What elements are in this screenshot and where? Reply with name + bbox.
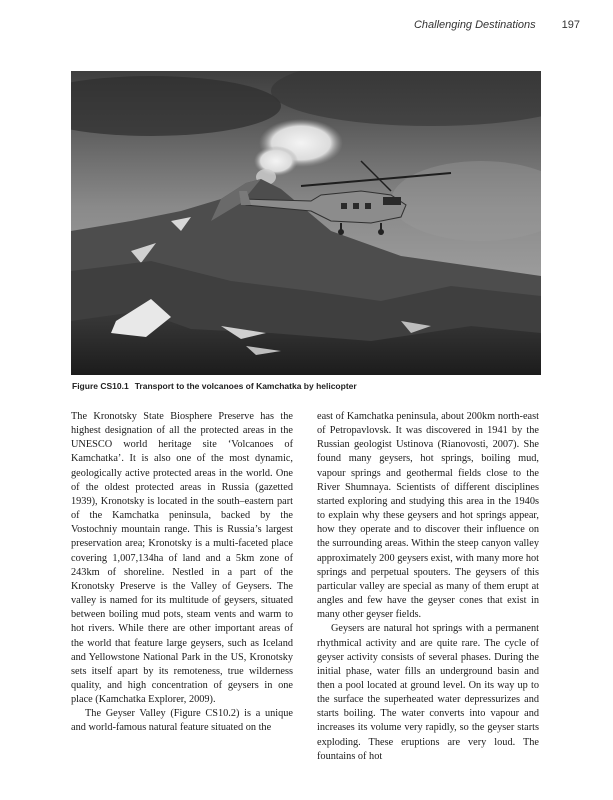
- paragraph: The Geyser Valley (Figure CS10.2) is a unique and world-famous natural feature situated on the: [71, 708, 293, 734]
- left-column: [71, 410, 293, 736]
- figure-caption: [72, 381, 542, 391]
- wheel: [378, 229, 384, 235]
- paragraph: The Kronotsky State Biosphere Preserve has the highest designation of all the protected areas in the UNESCO world heritage site ‘Volcanoes of Kamchatka’. It is also one of the most dynamic, geologically active protected areas in the world. One of the oldest protected areas in Russia (gazetted 1939), Kronotsky is located in the south–eastern part of the Kamchatka peninsula, backed by the Vostochniy mountain range. This is Russia’s largest preservation area; Kronotsky is a multi-faceted place covering 1,007,134ha of land and a 5km zone of 243km of shoreline. Nestled in a part of the Kronotsky Preserve is the Valley of Geysers. The valley is named for its multitude of geysers, situated between boiling mud pots, steam vents and warm to hot rivers. While there are other important areas of the world that feature large geysers, such as Iceland and Yellowstone National Park in the US, Kronotsky sets itself apart by its remoteness, true wilderness quality, and high concentration of geysers in one place (Kamchatka Explorer, 2009).: [71, 411, 293, 706]
- running-head: [414, 19, 580, 31]
- right-column: [317, 410, 539, 764]
- page-number: 197: [561, 19, 580, 31]
- paragraph: east of Kamchatka peninsula, about 200km north-east of Petropavlovsk. It was discovered in 1941 by the Russian geologist Ustinova (Rianovosti, 2007). She found many geysers, hot springs, boiling mud, vapour springs and geothermal fields close to the River Shumnaya. Scientists of different disciplines started exploring and studying this area in the 1940s to explain why these geysers and hot springs appear, how they operate and to discover their influence on the surrounding areas. Within the steep canyon valley approximately 200 geysers exist, with many more hot springs and perpetual spouters. The geysers of this particular valley are special as many of them erupt at angles and few have the geyser cones that exist in many other geyser fields.: [317, 411, 539, 621]
- section-title: Challenging Destinations: [413, 19, 536, 31]
- window: [353, 203, 359, 209]
- window: [341, 203, 347, 209]
- wheel: [338, 229, 344, 235]
- window: [365, 203, 371, 209]
- figure-photo: [71, 71, 541, 375]
- helicopter-volcano-image: [71, 71, 541, 375]
- figure-label: Figure CS10.1: [72, 381, 129, 391]
- cockpit-window: [383, 197, 401, 205]
- paragraph: Geysers are natural hot springs with a permanent rhythmical activity and are quite rare. The cycle of geyser activity consists of several phases. During the initial phase, water fills an underground basin and then a pool located at ground level. On its way up to the surface the superheated water depressurizes and starts boiling. The water converts into vapour and increases its volume very rapidly, so the geyser starts exploding. These eruptions are very loud. The fountains of hot: [317, 623, 539, 762]
- figure-caption-text: Transport to the volcanoes of Kamchatka by helicopter: [134, 381, 357, 391]
